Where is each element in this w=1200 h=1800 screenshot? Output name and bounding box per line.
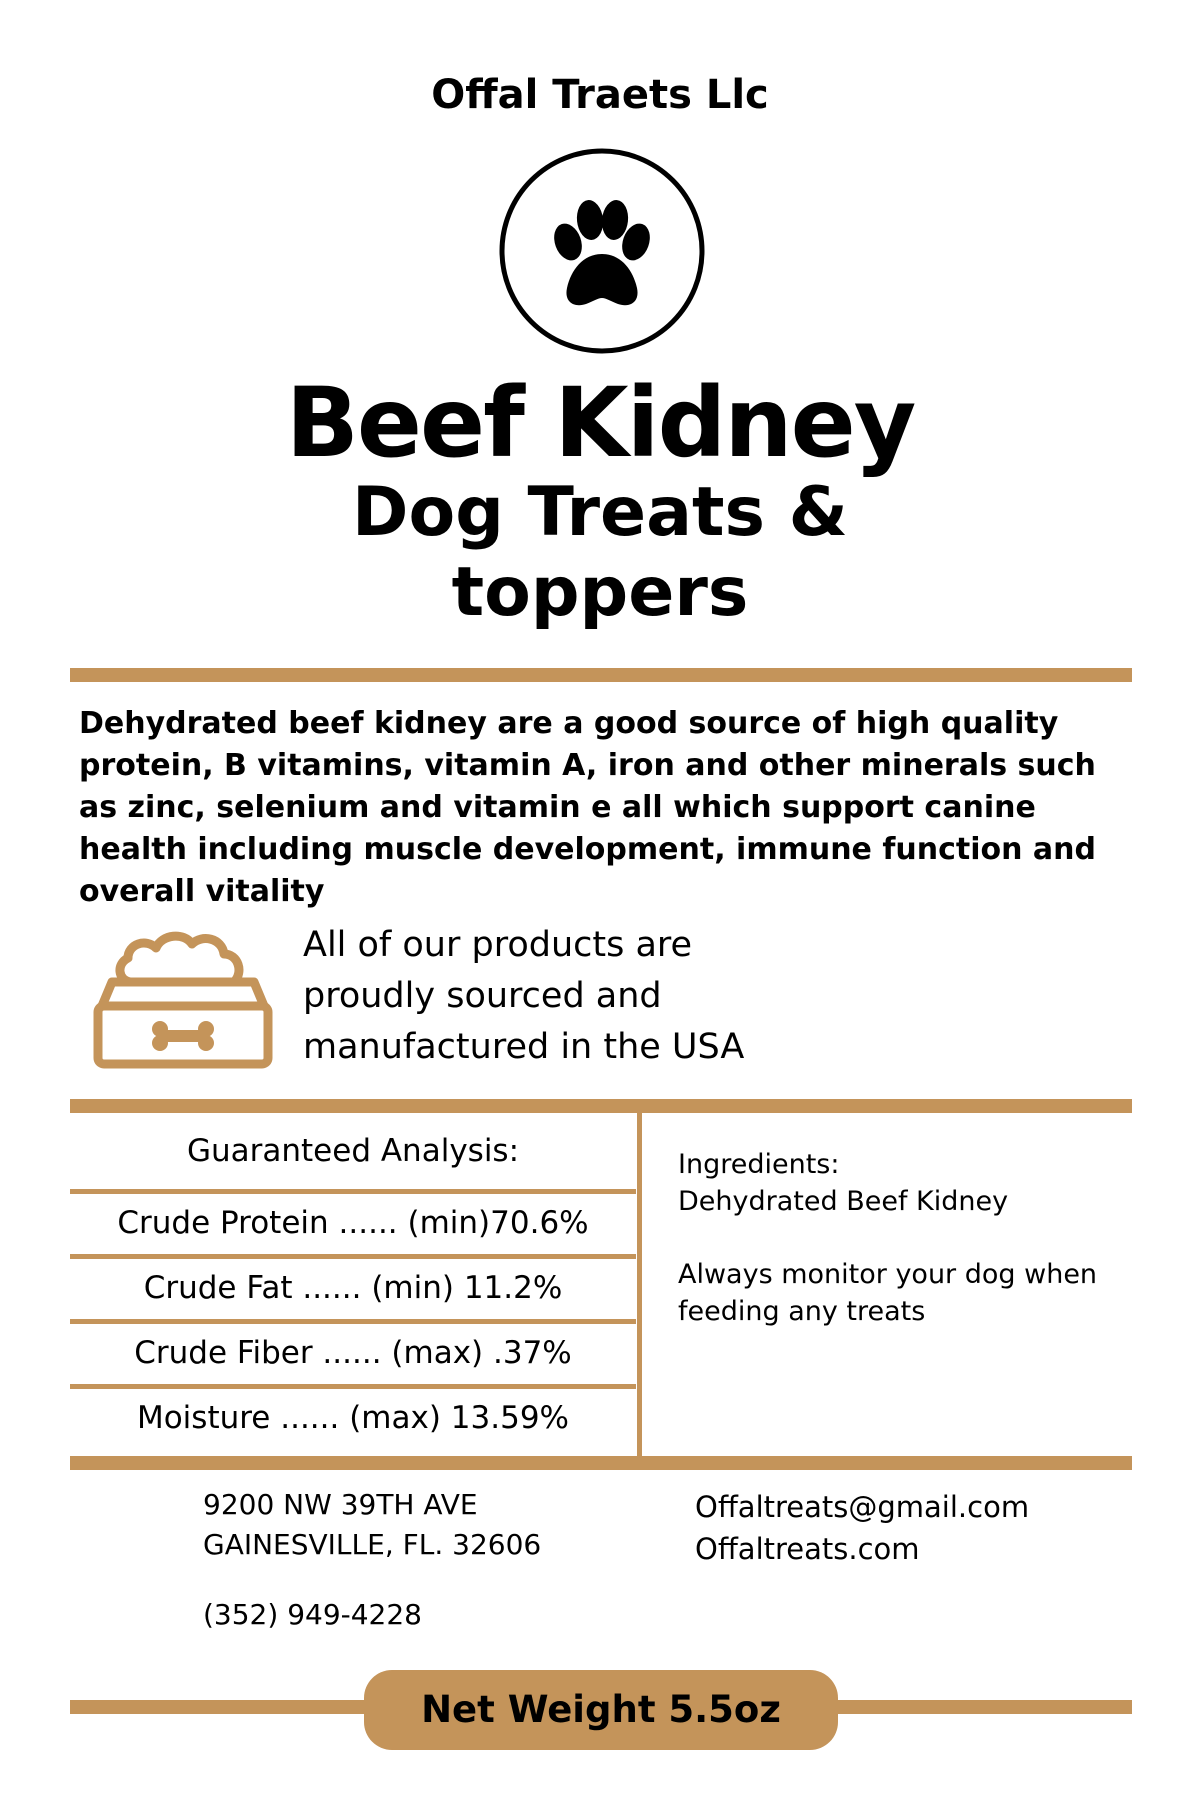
phone-number: (352) 949-4228	[203, 1598, 422, 1631]
title-line-3: toppers	[451, 553, 749, 632]
brand-name: Offal Traets Llc	[431, 72, 769, 118]
ingredients-label: Ingredients:	[678, 1149, 840, 1180]
divider	[70, 1099, 1132, 1113]
sourcing-line: All of our products are	[303, 925, 693, 965]
analysis-row-fiber: Crude Fiber ...... (max) .37%	[134, 1335, 572, 1371]
analysis-row-moisture: Moisture ...... (max) 13.59%	[136, 1400, 570, 1436]
sourcing-line: manufactured in the USA	[303, 1027, 745, 1067]
title-line-2: Dog Treats &	[352, 473, 848, 552]
sourcing-statement	[303, 920, 863, 1073]
analysis-separator	[70, 1384, 636, 1389]
analysis-title: Guaranteed Analysis:	[186, 1133, 520, 1169]
divider	[70, 668, 1132, 682]
address-line-1: 9200 NW 39TH AVE	[203, 1488, 478, 1521]
website-url: Offaltreats.com	[695, 1532, 920, 1566]
column-divider	[637, 1110, 642, 1456]
divider	[70, 1456, 1132, 1470]
product-description: Dehydrated beef kidney are a good source of high quality protein, B vitamins, vitamin A, iron and other minerals such as zinc, selenium and vitamin e all which support canine health including muscle development, immune function and overall vitality	[79, 706, 1097, 909]
email-address: Offaltreats@gmail.com	[695, 1490, 1030, 1524]
analysis-row-fat: Crude Fat ...... (min) 11.2%	[143, 1270, 563, 1306]
analysis-separator	[70, 1189, 636, 1194]
ingredients-block	[678, 1146, 1128, 1220]
title-line-1: Beef Kidney	[285, 367, 915, 479]
sourcing-line: proudly sourced and	[303, 976, 662, 1016]
analysis-separator	[70, 1254, 636, 1259]
paw-print-icon	[497, 146, 707, 356]
net-weight-badge: Net Weight 5.5oz	[364, 1670, 838, 1750]
analysis-separator	[70, 1319, 636, 1324]
address-line-2: GAINESVILLE, FL. 32606	[203, 1528, 542, 1561]
ingredients-value: Dehydrated Beef Kidney	[678, 1186, 1009, 1217]
analysis-row-protein: Crude Protein ...... (min)70.6%	[117, 1205, 589, 1241]
feeding-warning: Always monitor your dog when feeding any treats	[678, 1259, 1098, 1327]
food-bowl-icon	[88, 922, 278, 1072]
